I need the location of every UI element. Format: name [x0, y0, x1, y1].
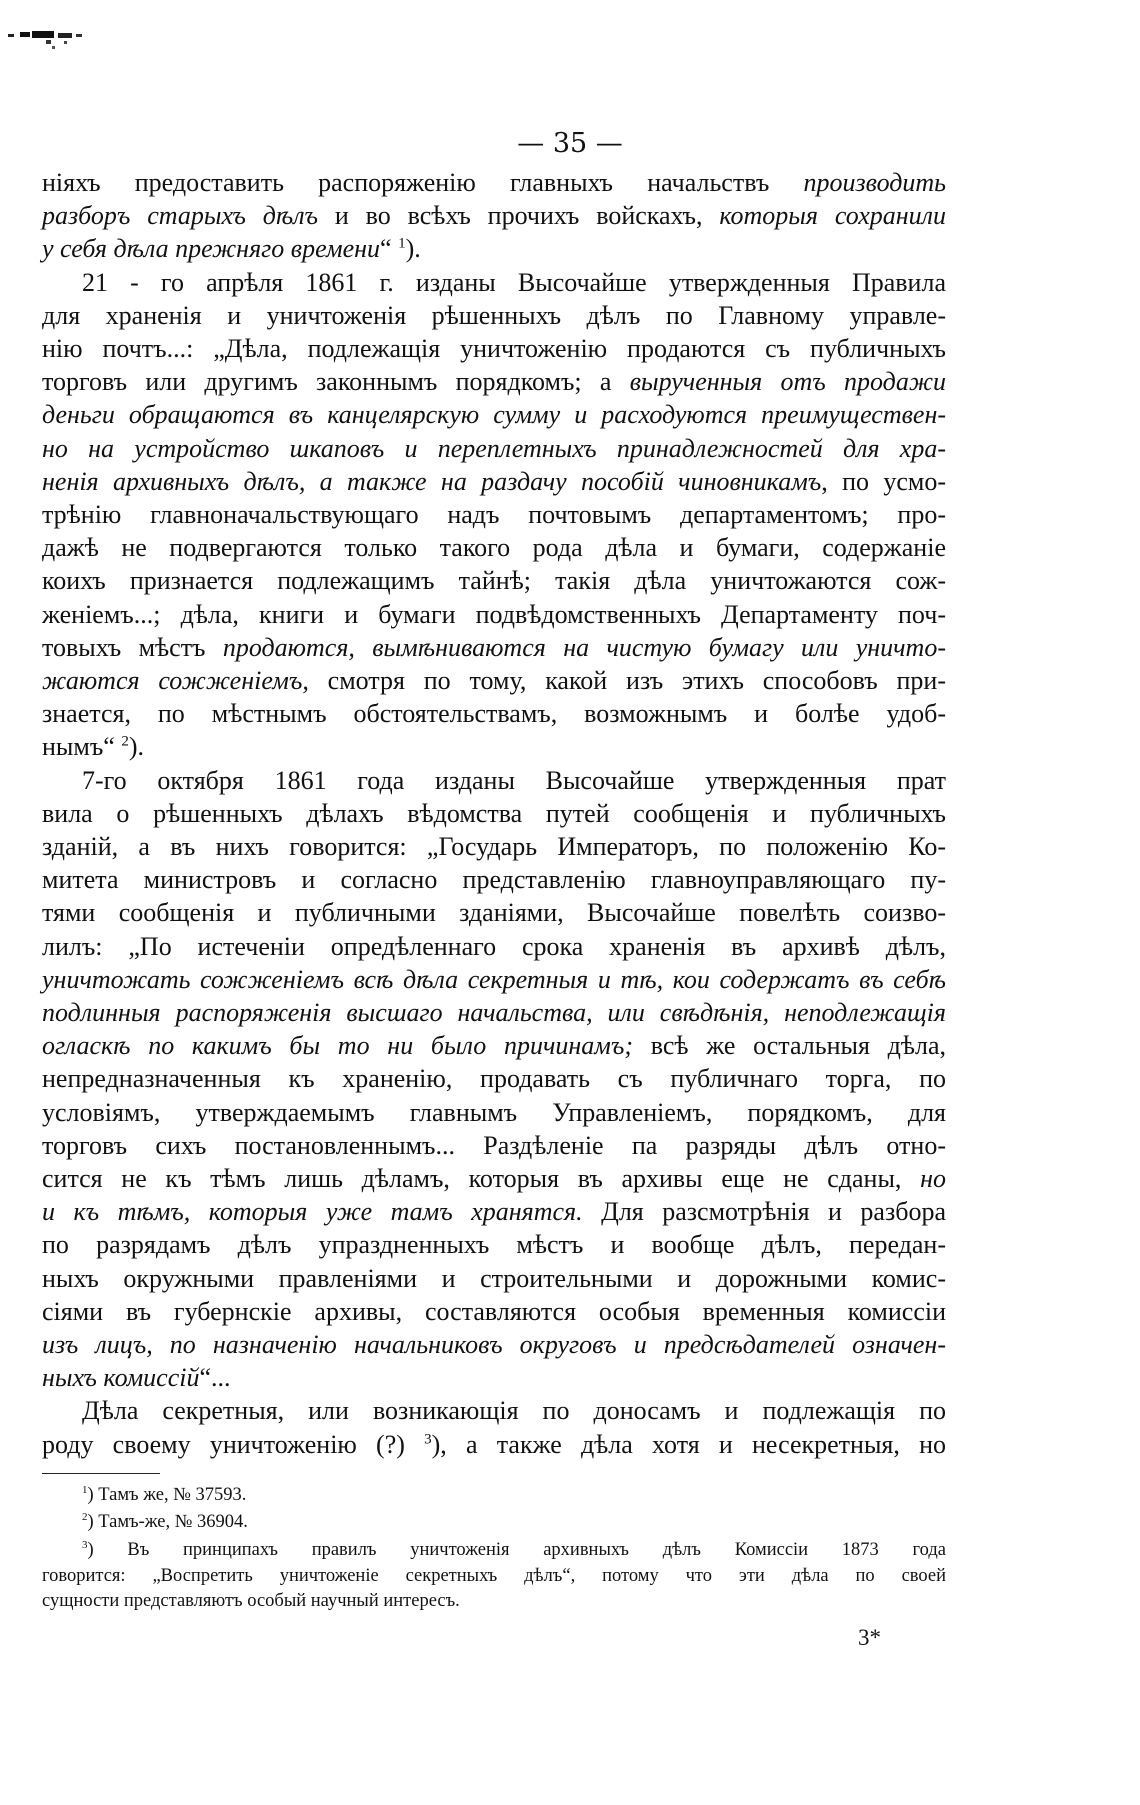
text-segment: всѣ же остальныя дѣла,: [633, 1031, 946, 1061]
text-segment: ніяхъ предоставить распоряженію главныхъ начальствъ: [42, 168, 804, 197]
text-segment: ).: [128, 732, 144, 762]
italic-text: но: [920, 1164, 946, 1193]
text-segment: знается, по мѣстнымъ обстоятельствамъ, возможнымъ и болѣе удоб-: [42, 699, 946, 729]
text-line: [42, 233, 946, 265]
print-smudge-icon: [6, 28, 106, 52]
text-segment: торговъ или другимъ законнымъ порядкомъ; а: [42, 367, 630, 397]
text-line: [42, 632, 946, 664]
text-line: [42, 731, 946, 763]
text-segment: условіямъ, утверждаемымъ главнымъ Управленіемъ, порядкомъ, для: [42, 1097, 946, 1127]
italic-text: которыя сохранили: [719, 201, 947, 231]
text-line: [42, 466, 946, 498]
text-segment: нію почтъ...: „Дѣла, подлежащія уничтоженію продаются съ публичныхъ: [42, 334, 946, 363]
text-segment: митета министровъ и согласно представленію главноуправляющаго пу-: [42, 865, 946, 895]
text-line: [42, 1196, 946, 1228]
text-segment: зданій, а въ нихъ говорится: „Государь Императоръ, по положенію Ко-: [42, 832, 946, 861]
text-segment: Дѣла секретныя, или возникающія по доносамъ и подлежащія по: [82, 1396, 946, 1426]
text-segment: и во всѣхъ прочихъ войскахъ,: [318, 201, 720, 231]
italic-text: ныхъ комиссій: [42, 1363, 200, 1393]
italic-text: жаются сожженіемъ,: [42, 666, 309, 695]
italic-text: и къ тѣмъ, которыя уже тамъ хранятся.: [42, 1197, 583, 1227]
text-line: [42, 964, 946, 996]
text-segment: сущности представляютъ особый научный интересъ.: [42, 1591, 460, 1611]
italic-text: ненія архивныхъ дѣлъ, а также на раздачу пособій чиновникамъ: [42, 466, 822, 496]
text-segment: говорится: „Воспретить уничтоженіе секретныхъ дѣлъ“, потому что эти дѣла по своей: [42, 1566, 946, 1586]
text-segment: ) Тамъ же, № 37593.: [87, 1485, 247, 1505]
text-line: [42, 1296, 946, 1328]
text-line: [42, 931, 946, 963]
text-line: [42, 1063, 946, 1095]
text-segment: трѣнію главноначальствующаго надъ почтовымъ департаментомъ; про-: [42, 500, 946, 529]
text-line: [42, 433, 946, 465]
text-segment: коихъ признается подлежащимъ тайнѣ; такія дѣла уничтожаются сож-: [42, 566, 946, 596]
text-line: [42, 798, 946, 830]
text-line: [42, 333, 946, 365]
italic-text: деньги обращаются въ канцелярскую сумму и расходуются преимуществен-: [42, 400, 946, 430]
text-line: [42, 897, 946, 929]
text-segment: тями сообщенія и публичными зданіями, Высочайше повелѣть соизво-: [42, 898, 946, 928]
footnote-ref: 1: [398, 235, 406, 252]
footnote-divider: [42, 1473, 160, 1474]
footnote-line: [82, 1510, 946, 1534]
text-line: [42, 1097, 946, 1129]
page-number: — 35 —: [517, 128, 623, 159]
text-segment: ), а также дѣла хотя и несекретныя, но: [431, 1429, 946, 1459]
text-line: [82, 267, 946, 299]
text-segment: непредназначенныя къ храненію, продавать съ публичнаго торга, по: [42, 1064, 946, 1094]
text-segment: Для разсмотрѣнія и разбора: [582, 1197, 946, 1227]
text-segment: 21 - го апрѣля 1861 г. изданы Высочайше утвержденныя Правила: [82, 267, 946, 297]
text-segment: нымъ“: [42, 732, 122, 762]
text-line: [42, 1362, 946, 1394]
italic-text: изъ лицъ, по назначенію начальниковъ округовъ и предсѣдателей означен-: [42, 1330, 946, 1359]
text-line: [42, 366, 946, 398]
text-line: [42, 1229, 946, 1261]
text-segment: лилъ: „По истеченіи опредѣленнаго срока храненія въ архивѣ дѣлъ,: [42, 931, 946, 961]
text-line: [42, 499, 946, 531]
text-line: [42, 1130, 946, 1162]
text-line: [42, 1329, 946, 1361]
text-segment: женіемъ...; дѣла, книги и бумаги подвѣдомственныхъ Департаменту поч-: [42, 599, 946, 629]
text-segment: для храненія и уничтоженія рѣшенныхъ дѣлъ по Главному управле-: [42, 300, 946, 330]
text-segment: вила о рѣшенныхъ дѣлахъ вѣдомства путей сообщенія и публичныхъ: [42, 798, 946, 828]
footnote-line: [42, 1589, 946, 1613]
text-segment: ныхъ окружными правленіями и строительными и дорожными комис-: [42, 1263, 946, 1293]
text-line: [42, 200, 946, 232]
text-line: [42, 1163, 946, 1195]
text-segment: “: [380, 234, 399, 264]
text-segment: ) Въ принципахъ правилъ уничтоженія архивныхъ дѣлъ Комиссіи 1873 года: [87, 1540, 946, 1560]
footnote-ref: 3: [82, 1538, 88, 1551]
italic-text: продаются, вымѣниваются на чистую бумагу или уничто-: [222, 632, 946, 662]
text-line: [42, 1429, 946, 1461]
italic-text: уничтожать сожженіемъ всѣ дѣла секретныя и тѣ, кои содержатъ въ себѣ: [42, 964, 946, 994]
text-line: [82, 765, 946, 797]
text-line: [42, 997, 946, 1029]
text-line: [42, 565, 946, 597]
footnote-ref: 2: [121, 733, 129, 750]
text-segment: роду своему уничтоженію (?): [42, 1429, 425, 1459]
text-segment: ) Тамъ-же, № 36904.: [87, 1512, 248, 1532]
text-segment: сіями въ губернскіе архивы, составляются особыя временныя комиссіи: [42, 1296, 946, 1326]
italic-text: подлинныя распоряженія высшаго начальства, или свѣдѣнія, неподлежащія: [42, 998, 946, 1027]
text-segment: смотря по тому, какой изъ этихъ способовъ при-: [308, 666, 946, 695]
text-line: [42, 532, 946, 564]
text-segment: сится не къ тѣмъ лишь дѣламъ, которыя въ архивы еще не сданы,: [42, 1164, 921, 1193]
footnote-ref: 3: [424, 1430, 432, 1447]
italic-text: огласкѣ по какимъ бы то ни было причинамъ;: [42, 1031, 634, 1061]
text-segment: по разрядамъ дѣлъ упраздненныхъ мѣстъ и вообще дѣлъ, передан-: [42, 1230, 946, 1260]
footnote-ref: 2: [82, 1510, 88, 1523]
italic-text: производить: [803, 168, 946, 197]
italic-text: вырученныя отъ продажи: [629, 367, 947, 397]
text-line: [42, 1263, 946, 1295]
text-segment: , по усмо-: [821, 466, 946, 496]
text-segment: торговъ сихъ постановленнымъ... Раздѣленіе па разряды дѣлъ отно-: [42, 1130, 946, 1160]
text-line: [42, 831, 946, 863]
footnote-line: [82, 1538, 946, 1562]
text-line: [42, 1030, 946, 1062]
text-line: [42, 698, 946, 730]
footnote-line: [42, 1564, 946, 1588]
text-segment: “...: [199, 1363, 231, 1393]
text-line: [42, 864, 946, 896]
text-segment: дажѣ не подвергаются только такого рода дѣла и бумаги, содержаніе: [42, 533, 946, 563]
italic-text: у себя дѣла прежняго времени: [42, 234, 381, 264]
text-line: [42, 167, 946, 199]
italic-text: но на устройство шкаповъ и переплетныхъ принадлежностей для хра-: [42, 433, 946, 463]
text-segment: товыхъ мѣстъ: [42, 632, 223, 662]
text-segment: ).: [405, 234, 421, 264]
text-segment: 7-го октября 1861 года изданы Высочайше утвержденныя прат: [82, 765, 946, 795]
italic-text: разборъ старыхъ дѣлъ: [42, 201, 319, 231]
footnote-line: [82, 1483, 946, 1507]
text-line: [42, 665, 946, 697]
signature-mark: 3*: [858, 1625, 881, 1650]
text-line: [42, 300, 946, 332]
text-line: [42, 399, 946, 431]
footnote-ref: 1: [82, 1483, 88, 1496]
text-line: [42, 599, 946, 631]
text-line: [82, 1395, 946, 1427]
